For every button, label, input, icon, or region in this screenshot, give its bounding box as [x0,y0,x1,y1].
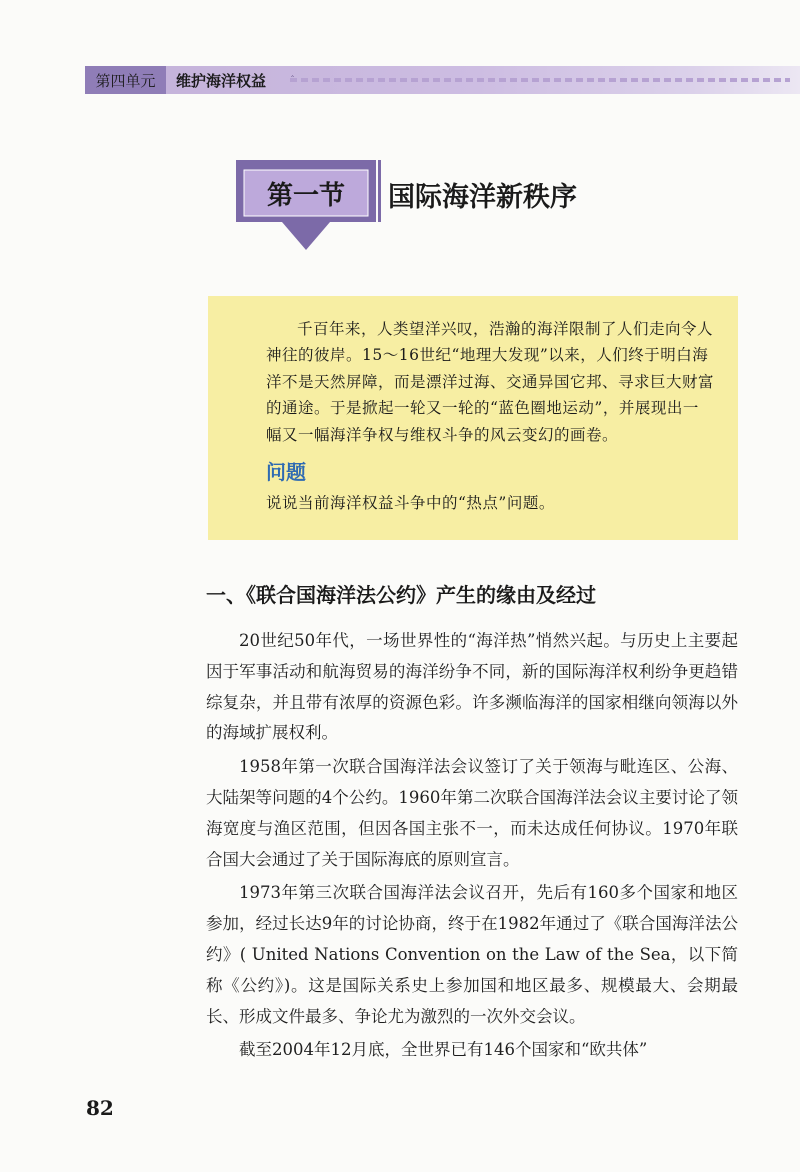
header-dash-line [290,78,790,82]
page-number: 82 [86,1096,114,1120]
paragraph: 1958年第一次联合国海洋法会议签订了关于领海与毗连区、公海、大陆架等问题的4个公约。1960年第二次联合国海洋法会议主要讨论了领海宽度与渔区范围，但因各国主张不一，而未达成任何协议。1970年联合国大会通过了关于国际海底的原则宣言。 [206,757,738,869]
question-text: 说说当前海洋权益斗争中的“热点”问题。 [266,494,555,513]
paragraph: 20世纪50年代，一场世界性的“海洋热”悄然兴起。与历史上主要起因于军事活动和航海贸易的海洋纷争不同，新的国际海洋权利纷争更趋错综复杂，并且带有浓厚的资源色彩。许多濒临海洋的国家相继向领海以外的海域扩展权利。 [206,631,738,743]
section-divider [378,160,381,222]
section-title: 国际海洋新秩序 [388,182,577,213]
paragraph: 1973年第三次联合国海洋法会议召开，先后有160多个国家和地区参加，经过长达9年的讨论协商，终于在1982年通过了《联合国海洋法公约》( United Nations Convention on the Law of the Sea，以下简称《公约》)。这是国际关系史上参加国和地区最多、规模最大、会期最长、形成文件最多、争论尤为激烈的一次外交会议。 [206,883,738,1026]
question-heading: 问题 [266,460,306,485]
unit-label: 第四单元 [85,66,166,94]
unit-title: 维护海洋权益 [176,71,267,90]
body-text [206,626,738,1069]
header-mark: ‸ [291,68,295,78]
intro-box [208,296,738,540]
section-label: 第一节 [266,180,345,211]
intro-text: 千百年来，人类望洋兴叹，浩瀚的海洋限制了人们走向令人神往的彼岸。15～16世纪“地理大发现”以来，人们终于明白海洋不是天然屏障，而是漂洋过海、交通异国它邦、寻求巨大财富的通途。于是掀起一轮又一轮的“蓝色圈地运动”，并展现出一幅又一幅海洋争权与维权斗争的风云变幻的画卷。 [266,320,715,444]
paragraph: 截至2004年12月底，全世界已有146个国家和“欧共体” [239,1040,648,1060]
subsection-heading: 一、《联合国海洋法公约》产生的缘由及经过 [206,583,596,607]
